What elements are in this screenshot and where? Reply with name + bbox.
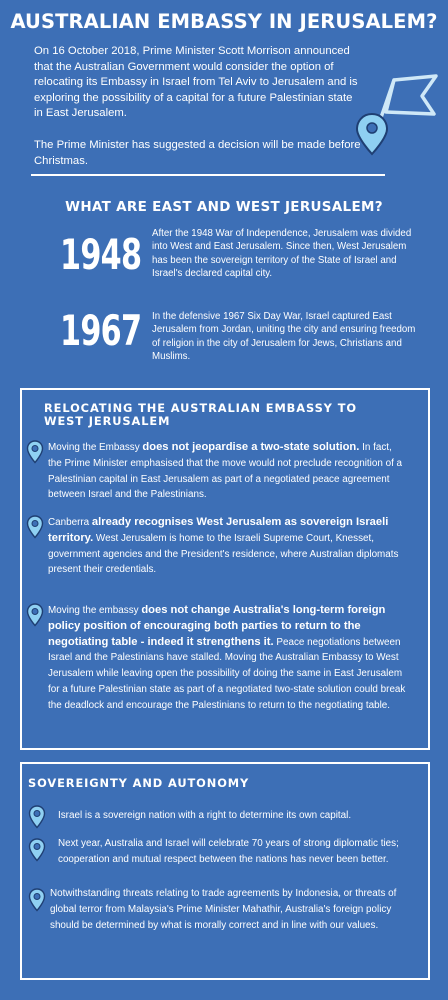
location-pin-icon [28,838,46,867]
sovereignty-box [20,762,430,980]
point-text: West Jerusalem is home to the Israeli Supreme Court, Knesset, government agencies and the President's residence, where Australian diplomats present their credentials. [48,532,399,576]
sovereignty-heading: SOVEREIGNTY AND AUTONOMY [28,776,250,790]
flag-pin-icon [350,58,442,158]
divider [31,174,385,176]
point-lead: Moving the embassy [48,605,142,616]
point-text: In fact, the Prime Minister emphasised that the move would not preclude recognition of a Palestinian capital in East Jerusalem as part of a negotiated peace agreement between Israel and the Palestinians. [48,442,403,501]
intro-note: The Prime Minister has suggested a decision will be made before Christmas. [34,138,361,167]
point-lead: Canberra [48,517,92,528]
point-lead: Moving the Embassy [48,442,143,453]
section-heading: WHAT ARE EAST AND WEST JERUSALEM? [65,199,383,215]
relocating-point [48,515,413,578]
sovereignty-point: Next year, Australia and Israel will celebrate 70 years of strong diplomatic ties; cooperation and mutual respect between the nations has never been better. [58,838,399,865]
sovereignty-point: Israel is a sovereign nation with a right to determine its own capital. [58,810,352,821]
location-pin-icon [28,888,46,917]
intro-paragraph: On 16 October 2018, Prime Minister Scott Morrison announced that the Australian Government would consider the option of relocating its Embassy in Israel from Tel Aviv to Jerusalem and is exploring the possibility of a capital for a future Palestinian state in East Jerusalem. [34,45,358,120]
location-pin-icon [28,805,46,834]
point-text: Peace negotiations between Israel and the Palestinians have stalled. Moving the Australian Embassy to West Jerusalem while leaving open the possibility of doing the same in East Jerusalem for a future Palestinian state as part of a negotiated two-state solution could break the deadlock and encourage the Palestinians to return to the negotiating table. [48,636,406,711]
location-pin-icon [26,515,44,544]
sovereignty-point: Notwithstanding threats relating to trade agreements by Indonesia, or threats of global terror from Malaysia's Prime Minister Mahathir, Australia's foreign policy should be determined by what is morally correct and in line with our values. [50,888,397,931]
point-bold: does not change Australia's long-term foreign policy position of encouraging both parties to return to the negotiating table - indeed it strengthens it. [48,604,386,648]
location-pin-icon [26,440,44,469]
intro-text [34,44,364,169]
year-1948: 1948 [60,230,142,279]
point-bold: does not jeopardise a two-state solution. [142,441,360,453]
point-bold: already recognises West Jerusalem as sovereign Israeli territory. [48,516,389,544]
location-pin-icon [26,603,44,632]
year-1967: 1967 [60,306,142,355]
year-1967-text: In the defensive 1967 Six Day War, Israel captured East Jerusalem from Jordan, uniting the city and ensuring freedom of religion in the city of Jerusalem for Jews, Christians and Muslims. [152,311,416,362]
page-title: AUSTRALIAN EMBASSY IN JERUSALEM? [10,10,438,33]
relocating-point [48,603,413,714]
year-1948-text: After the 1948 War of Independence, Jerusalem was divided into West and East Jerusalem. Since then, West Jerusalem has been the sovereign territory of the State of Israel and Israel's declared capital city. [152,228,412,279]
relocating-point [48,440,408,503]
relocating-heading: RELOCATING THE AUSTRALIAN EMBASSY TO WEST JERUSALEM [44,401,357,428]
